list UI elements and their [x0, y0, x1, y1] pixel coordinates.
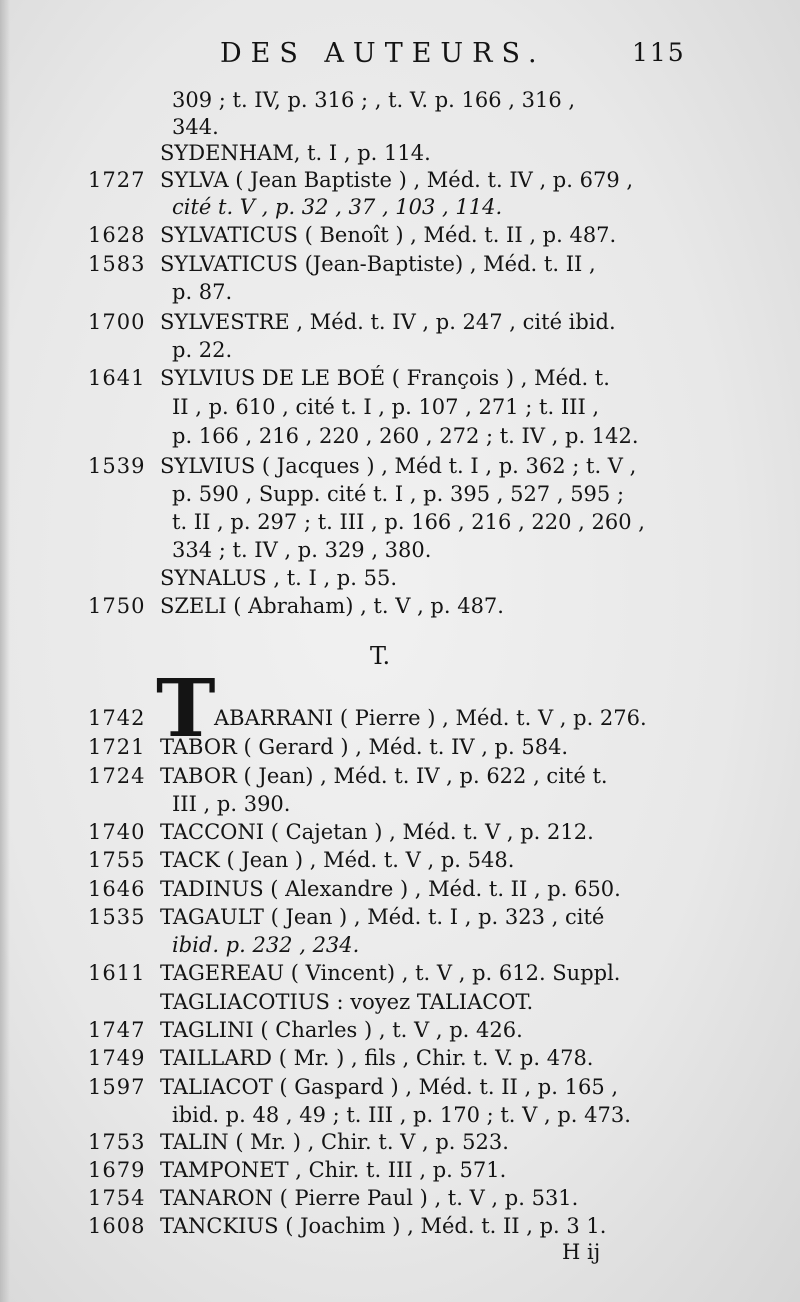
entry-text: 344.	[172, 115, 219, 139]
entry-text: TAGAULT ( Jean ) , Méd. t. I , p. 323 , cité	[160, 905, 605, 929]
entry-text: ABARRANI ( Pierre ) , Méd. t. V , p. 276.	[214, 706, 647, 730]
entry-text: TALIN ( Mr. ) , Chir. t. V , p. 523.	[160, 1130, 509, 1154]
entry-year: 1641	[88, 366, 146, 390]
entry-text: p. 22.	[172, 338, 233, 362]
entry-text: III , p. 390.	[172, 792, 291, 816]
entry-year: 1700	[88, 310, 146, 334]
entry-text: ibid. p. 232 , 234.	[172, 933, 360, 957]
entry-text: TABOR ( Gerard ) , Méd. t. IV , p. 584.	[160, 735, 569, 759]
entry-year: 1755	[88, 848, 146, 872]
entry-year: 1724	[88, 764, 146, 788]
entry-text: p. 87.	[172, 280, 233, 304]
entry-text: p. 590 , Supp. cité t. I , p. 395 , 527 , 595 ;	[172, 482, 625, 506]
entry-text: TADINUS ( Alexandre ) , Méd. t. II , p. 650.	[160, 877, 621, 901]
entry-text: TAMPONET , Chir. t. III , p. 571.	[160, 1158, 507, 1182]
entry-text: SYLVATICUS ( Benoît ) , Méd. t. II , p. 487.	[160, 223, 617, 247]
page-gutter-shadow	[0, 0, 10, 1302]
entry-year: 1747	[88, 1018, 146, 1042]
entry-text: SYLVESTRE , Méd. t. IV , p. 247 , cité ibid.	[160, 310, 616, 334]
entry-text: TANCKIUS ( Joachim ) , Méd. t. II , p. 3 1.	[160, 1214, 607, 1238]
entry-text: TALIACOT ( Gaspard ) , Méd. t. II , p. 165 ,	[160, 1075, 619, 1099]
entry-text: SZELI ( Abraham) , t. V , p. 487.	[160, 594, 504, 618]
entry-text: TAGEREAU ( Vincent) , t. V , p. 612. Suppl.	[160, 961, 621, 985]
entry-year: 1721	[88, 735, 146, 759]
entry-year: 1742	[88, 706, 146, 730]
entry-year: 1750	[88, 594, 146, 618]
entry-text: TACK ( Jean ) , Méd. t. V , p. 548.	[160, 848, 515, 872]
entry-year: 1753	[88, 1130, 146, 1154]
entry-text: TANARON ( Pierre Paul ) , t. V , p. 531.	[160, 1186, 579, 1210]
entry-year: 1646	[88, 877, 146, 901]
entry-year: 1679	[88, 1158, 146, 1182]
entry-text: SYLVA ( Jean Baptiste ) , Méd. t. IV , p. 679 ,	[160, 168, 634, 192]
entry-year: 1535	[88, 905, 146, 929]
entry-year: 1597	[88, 1075, 146, 1099]
entry-text: SYLVATICUS (Jean-Baptiste) , Méd. t. II ,	[160, 252, 596, 276]
entry-text: II , p. 610 , cité t. I , p. 107 , 271 ; t. III ,	[172, 395, 600, 419]
entry-year: 1740	[88, 820, 146, 844]
entry-text: TACCONI ( Cajetan ) , Méd. t. V , p. 212.	[160, 820, 594, 844]
entry-year: 1611	[88, 961, 146, 985]
entry-year: 1628	[88, 223, 146, 247]
entry-text: TAGLIACOTIUS : voyez TALIACOT.	[160, 990, 534, 1014]
drop-cap-letter: T	[156, 661, 216, 755]
entry-text: TAGLINI ( Charles ) , t. V , p. 426.	[160, 1018, 523, 1042]
running-head: DES AUTEURS.	[220, 38, 546, 69]
entry-text: t. II , p. 297 ; t. III , p. 166 , 216 , 220 , 260 ,	[172, 510, 645, 534]
entry-text: SYLVIUS ( Jacques ) , Méd t. I , p. 362 ; t. V ,	[160, 454, 637, 478]
entry-text: p. 166 , 216 , 220 , 260 , 272 ; t. IV , p. 142.	[172, 424, 639, 448]
entry-year: 1749	[88, 1046, 146, 1070]
entry-year: 1754	[88, 1186, 146, 1210]
entry-text: SYDENHAM, t. I , p. 114.	[160, 141, 431, 165]
section-heading: T.	[370, 642, 391, 670]
entry-text: 309 ; t. IV, p. 316 ; , t. V. p. 166 , 316 ,	[172, 88, 576, 112]
entry-year: 1539	[88, 454, 146, 478]
entry-text: cité t. V , p. 32 , 37 , 103 , 114.	[172, 195, 503, 219]
signature-mark: H ij	[562, 1240, 601, 1264]
entry-text: 334 ; t. IV , p. 329 , 380.	[172, 538, 432, 562]
entry-year: 1727	[88, 168, 146, 192]
page-number: 115	[632, 38, 686, 67]
entry-year: 1608	[88, 1214, 146, 1238]
entry-text: TABOR ( Jean) , Méd. t. IV , p. 622 , cité t.	[160, 764, 608, 788]
entry-year: 1583	[88, 252, 146, 276]
entry-text: TAILLARD ( Mr. ) , fils , Chir. t. V. p. 478.	[160, 1046, 594, 1070]
entry-text: SYNALUS , t. I , p. 55.	[160, 566, 397, 590]
entry-text: SYLVIUS DE LE BOÉ ( François ) , Méd. t.	[160, 366, 610, 390]
entry-text: ibid. p. 48 , 49 ; t. III , p. 170 ; t. V , p. 473.	[172, 1103, 631, 1127]
